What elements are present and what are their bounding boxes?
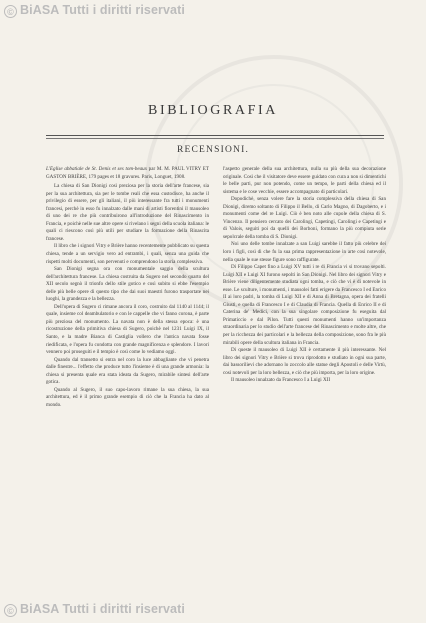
paragraph: Dell'opera di Sugero ci rimane ancora il coro, costruito dal 1140 al 1144; il quale, insieme col deambulatorio e con le cappelle che vi fanno corona, è parte più preziosa del monumento. La navata non è della stessa epoca: è una ricostruzione della primitiva chiesa di Sugero, poichè nel 1231 Luigi IX, il Santo, e la madre Bianca di Castiglia vollero che l'antica navata fosse riedificata, e l'opera fu condotta con grande magnificenza e splendore. I lavori vennero poi proseguiti e il tempio è così come lo vediamo oggi. bbox=[46, 303, 209, 356]
paragraph: Quando al Sugero, il suo capo-lavoro rimane la sua chiesa, la sua architettura, ed è il primo grande esempio di ciò che la Francia ha dato al mondo. bbox=[46, 386, 209, 408]
divider-rule-thin bbox=[46, 138, 384, 139]
copyright-icon: © bbox=[4, 5, 17, 18]
paragraph: Di Filippo Capet fino a Luigi XV tutti i re di Francia vi si trovano sepolti. Luigi XII e Luigi XI furono sepolti in San Dionigi. Nel libro dei signori Vitry e Brière viene diligentemente studiata ogni tomba, e ciò che vi è di notevole in esse. Le sculture, i monumenti, i mausolei fatti erigere da Francesco I ed Enrico II ai loro padri, la tomba di Luigi XII e di Anna di Bretagna, opera dei fratelli Giusti, e quella di Francesco I e di Claudia di Francia. Quella di Enrico II e di Caterina de' Medici, con la sua singolare composizione fu eseguita dal Primaticcio e dal Pilon. Tutti questi monumenti hanno un'importanza straordinaria per lo studio dell'arte francese del Rinascimento e molte altre, che per la ricchezza dei particolari e la bellezza della composizione, sono fra le più mirabili opere della scultura italiana in Francia. bbox=[223, 264, 386, 346]
watermark-text: BiASA Tutti i diritti riservati bbox=[20, 3, 185, 17]
right-column bbox=[223, 166, 386, 385]
review-citation bbox=[46, 166, 209, 181]
paragraph: l'aspetto generale della sua architettura, nulla su più della sua decorazione originale. Così che il visitatore deve essere guidato con cura a non si dimentichi le belle parti, pur non potendo, come un tempo, le parti della chiesa ed il sistema e le cose vecchie, essere accompagnato di particolari. bbox=[223, 166, 386, 195]
watermark-text: BiASA Tutti i diritti riservati bbox=[20, 602, 185, 616]
paragraph: Il libro che i signori Vitry e Brière hanno recentemente pubblicato su questa chiesa, tende a un servigio vero ad entrambi, i quali, senza una guida che rispetti molti documenti, son pervenuti e comprendono la storia complessiva. bbox=[46, 243, 209, 265]
paragraph: San Dionigi segna ora con monumentale saggio della scultura dell'architettura francese. La chiesa costruita da Sugero nel secondo quarto del XII secolo segnò il trionfo dello stile gotico e così subito si ebbe l'esempio delle più belle opere di questo tipo che dai suoi maestri furono trasportate nei luoghi, la grandezza e la bellezza. bbox=[46, 266, 209, 303]
section-title: RECENSIONI. bbox=[176, 145, 250, 155]
divider-rule bbox=[46, 135, 384, 136]
watermark-top bbox=[4, 3, 185, 18]
copyright-icon: © bbox=[4, 604, 17, 617]
paragraph: Noi uno delle tombe innalzate a san Luigi sarebbe il fatto più celebre dei loro i figli, così di che fu la sua prima rappresentazione in arte così notevole, nella quale le sue stesse figure sono raffigurate. bbox=[223, 241, 386, 263]
page-title: BIBLIOGRAFIA bbox=[148, 103, 278, 118]
paragraph: Quando dal transetto si entra nel coro la luce abbagliante che vi penetra dalle finestre... l'effetto che produce tutto l'insieme è di una grande armonia: la chiesa si presenta quale era stata ideata da Sugero, mirabile sintesi dell'arte gotica. bbox=[46, 356, 209, 386]
paragraph: La chiesa di San Dionigi così preziosa per la storia dell'arte francese, sia per la sua architettura, sia per le tombe reali che essa custodisce, ha anche il privilegio di essere, per gli italiani, il più interessante fra tutti i monumenti francesi, perchè in esso fu innalzato dalle mani di artisti fiorentini il mausoleo di uno dei re che più contribuirono all'introduzione del Rinascimento in Francia, e poichè nelle sue altre opere si rivelano i segni della scuola italiana: le quali ci riescono così più utili per studiare la formazione della Rinascita francese. bbox=[46, 183, 209, 242]
left-column bbox=[46, 166, 209, 410]
citation-title: L'Église abbatiale de St. Denis et ses tom-beaux bbox=[46, 166, 147, 172]
paragraph: Di queste il mausoleo di Luigi XII è certamente il più interessante. Nel libro dei signori Vitry e Brière si trova riprodotto e studiato in ogni sua parte, dai bassorilievi che adornano lo zoccolo alle statue degli Apostoli e delle Virtù, così notevoli per la loro bellezza, e ciò che più importa, per la loro origine. bbox=[223, 347, 386, 376]
watermark-bottom bbox=[4, 602, 185, 617]
citation-details: par M. M. PAUL VITRY ET GASTON BRIÈRE, 179 pages et 18 gravures. Paris, Longuet, 1908. bbox=[46, 166, 209, 180]
paragraph: Dopodichè, senza volere fare la storia complessiva della chiesa di San Dionigi, diremo soltanto di Filippo il Bello, di Carlo Magno, di Dagoberto, e i monumenti come del re Luigi. Ciò è ben noto alle cupole della chiesa di S. Vincenzo. Il pensiero cercato dei Carolingi, Capetingi, Carolingi e Capetingi e di Valois, seguiti poi da quelli dei Borboni, formano la più compiuta serie sepolcrale della tomba di S. Dionigi. bbox=[223, 196, 386, 240]
paragraph: Il mausoleo innalzato da Francesco I a Luigi XII bbox=[231, 377, 331, 384]
